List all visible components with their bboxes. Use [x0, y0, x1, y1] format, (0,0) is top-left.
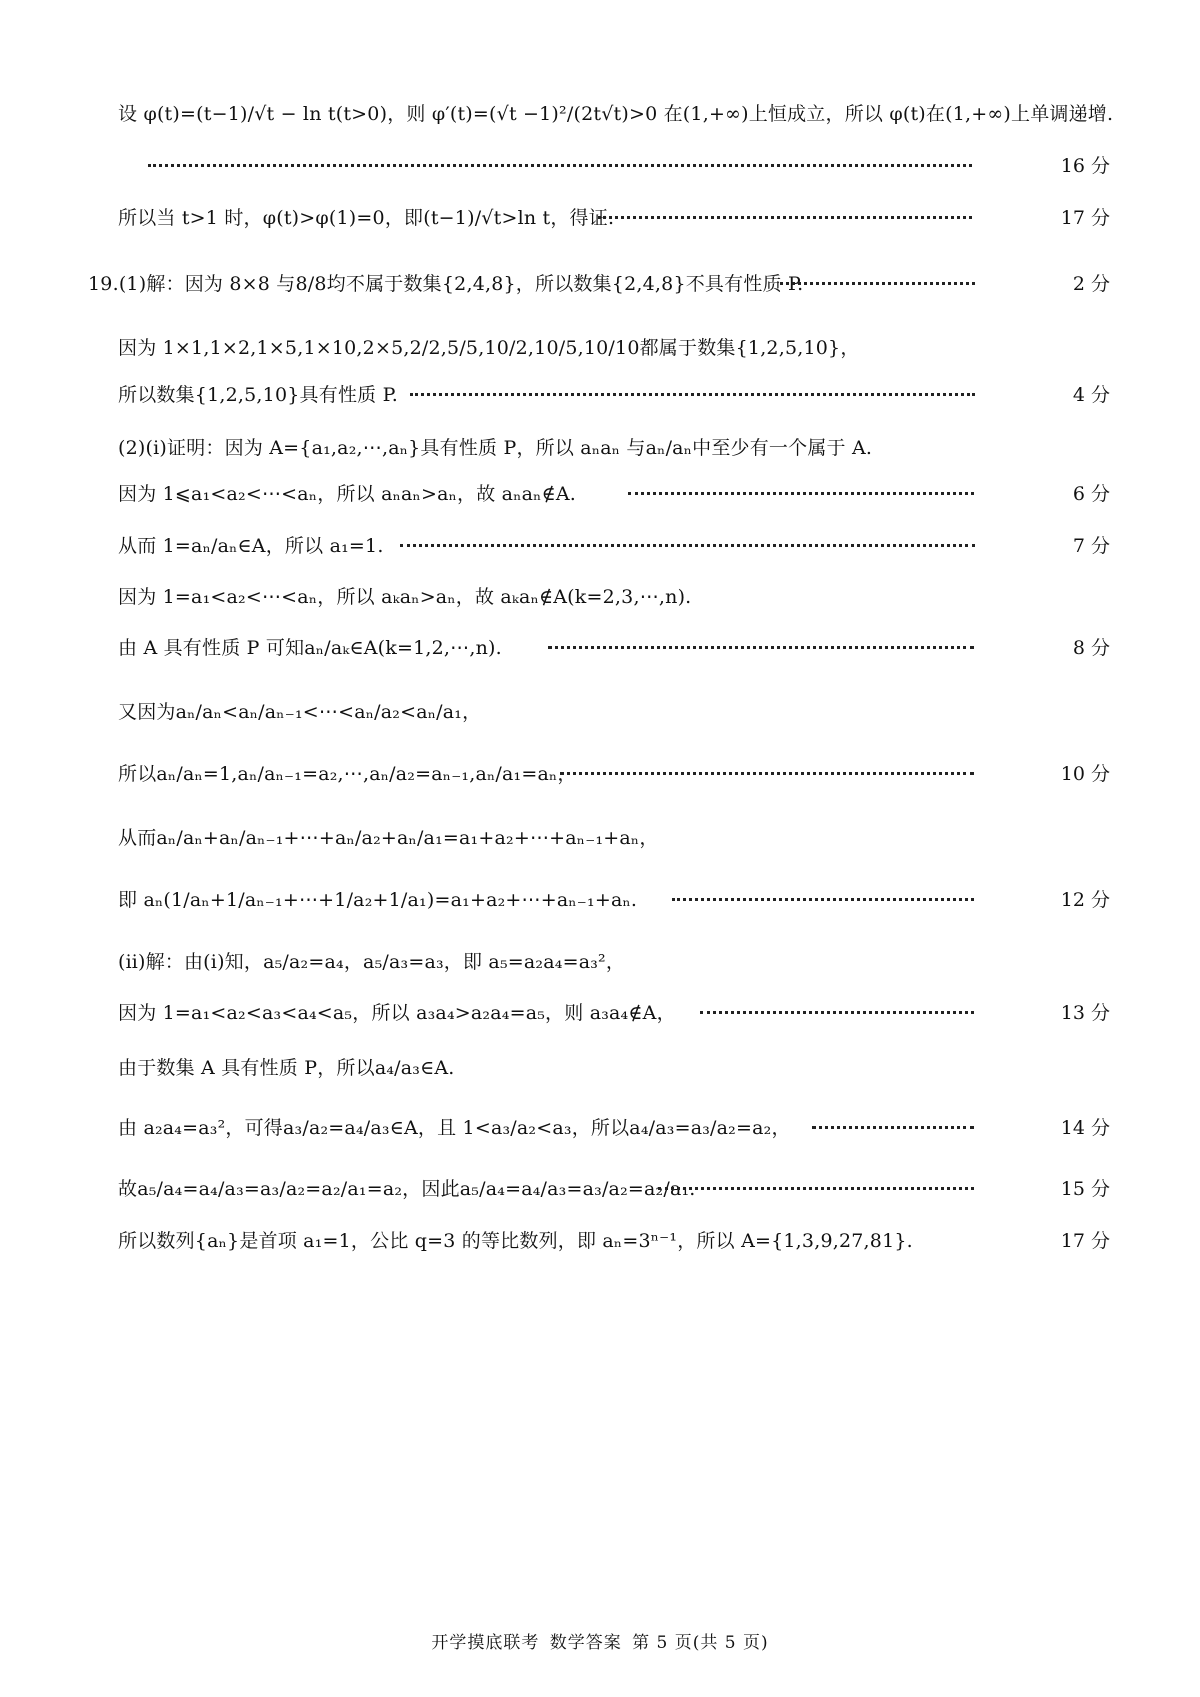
line-text: (2)(ⅰ)证明：因为 A={a₁,a₂,⋯,aₙ}具有性质 P，所以 aₙaₙ 与aₙ/aₙ中至少有一个属于 A. — [118, 436, 873, 459]
line-text: 故a₅/a₄=a₄/a₃=a₃/a₂=a₂/a₁=a₂，因此a₅/a₄=a₄/a₃=a₃/a₂=a₂/a₁. — [118, 1177, 696, 1200]
line-text: 因为 1×1,1×2,1×5,1×10,2×5,2/2,5/5,10/2,10/5,10/10都属于数集{1,2,5,10}， — [118, 336, 860, 359]
score-label: 4 分 — [1072, 383, 1110, 406]
dot-leader — [148, 134, 972, 194]
line-text: 所以数列{aₙ}是首项 a₁=1，公比 q=3 的等比数列，即 aₙ=3ⁿ⁻¹，所以 A={1,3,9,27,81}. — [118, 1229, 913, 1252]
score-label: 15 分 — [1060, 1177, 1110, 1200]
line-text: 即 aₙ(1/aₙ+1/aₙ₋₁+⋯+1/a₂+1/a₁)=a₁+a₂+⋯+aₙ₋₁+aₙ. — [118, 888, 638, 911]
answer-line — [0, 680, 1200, 740]
score-label: 12 分 — [1060, 888, 1110, 911]
line-text: 因为 1⩽a₁<a₂<⋯<aₙ，所以 aₙaₙ>aₙ，故 aₙaₙ∉A. — [118, 482, 577, 505]
answer-line — [0, 616, 1200, 676]
score-label: 2 分 — [1072, 272, 1110, 295]
answer-line — [0, 363, 1200, 423]
score-label: 13 分 — [1060, 1001, 1110, 1024]
answer-line — [0, 134, 1200, 194]
dot-leader — [700, 981, 974, 1041]
line-text: 由 a₂a₄=a₃²，可得a₃/a₂=a₄/a₃∈A，且 1<a₃/a₂<a₃，所以a₄/a₃=a₃/a₂=a₂， — [118, 1116, 791, 1139]
score-label: 8 分 — [1072, 636, 1110, 659]
score-label: 16 分 — [1060, 154, 1110, 177]
line-text: 所以当 t>1 时，φ(t)>φ(1)=0，即(t−1)/√t>ln t，得证. — [118, 206, 615, 229]
line-text: (ⅱ)解：由(ⅰ)知，a₅/a₂=a₄，a₅/a₃=a₃，即 a₅=a₂a₄=a₃²， — [118, 950, 626, 973]
dot-leader — [672, 868, 974, 928]
line-text: 从而aₙ/aₙ+aₙ/aₙ₋₁+⋯+aₙ/a₂+aₙ/a₁=a₁+a₂+⋯+aₙ₋₁+aₙ， — [118, 826, 659, 849]
dot-leader — [628, 462, 974, 522]
score-label: 7 分 — [1072, 534, 1110, 557]
answer-line — [0, 1096, 1200, 1156]
dot-leader — [548, 616, 974, 676]
dot-leader — [812, 1096, 974, 1156]
score-label: 17 分 — [1060, 206, 1110, 229]
line-text: 因为 1=a₁<a₂<⋯<aₙ，所以 aₖaₙ>aₙ，故 aₖaₙ∉A(k=2,3,⋯,n). — [118, 585, 692, 608]
line-text: 又因为aₙ/aₙ<aₙ/aₙ₋₁<⋯<aₙ/a₂<aₙ/a₁， — [118, 700, 482, 723]
line-text: 因为 1=a₁<a₂<a₃<a₄<a₅，所以 a₃a₄>a₂a₄=a₅，则 a₃a₄∉A， — [118, 1001, 676, 1024]
line-text: 由于数集 A 具有性质 P，所以a₄/a₃∈A. — [118, 1056, 455, 1079]
score-label: 10 分 — [1060, 762, 1110, 785]
answer-line — [0, 1157, 1200, 1217]
answer-line — [0, 1036, 1200, 1096]
answer-line — [0, 981, 1200, 1041]
answer-line — [0, 1209, 1200, 1269]
footer-exam: 开学摸底联考 — [431, 1633, 540, 1653]
answer-line — [0, 868, 1200, 928]
answer-line — [0, 742, 1200, 802]
line-text: 所以数集{1,2,5,10}具有性质 P. — [118, 383, 398, 406]
line-text: 设 φ(t)=(t−1)/√t − ln t(t>0)，则 φ′(t)=(√t −1)²/(2t√t)>0 在(1,+∞)上恒成立，所以 φ(t)在(1,+∞)上单调递增. — [118, 102, 1114, 125]
footer-page-number: 第 5 页(共 5 页) — [632, 1633, 769, 1653]
score-label: 17 分 — [1060, 1229, 1110, 1252]
line-text: 从而 1=aₙ/aₙ∈A，所以 a₁=1. — [118, 534, 384, 557]
dot-leader — [658, 1157, 974, 1217]
footer-subject: 数学答案 — [549, 1633, 622, 1653]
dot-leader — [780, 252, 975, 312]
answer-line — [0, 252, 1200, 312]
score-label: 14 分 — [1060, 1116, 1110, 1139]
dot-leader — [410, 363, 975, 423]
line-text: 所以aₙ/aₙ=1,aₙ/aₙ₋₁=a₂,⋯,aₙ/a₂=aₙ₋₁,aₙ/a₁=aₙ， — [118, 762, 577, 785]
page-footer — [0, 1628, 1200, 1653]
answer-line — [0, 82, 1200, 142]
dot-leader — [598, 186, 972, 246]
line-text: 由 A 具有性质 P 可知aₙ/aₖ∈A(k=1,2,⋯,n). — [118, 636, 502, 659]
answer-line — [0, 186, 1200, 246]
line-text: 19.(1)解：因为 8×8 与8/8均不属于数集{2,4,8}，所以数集{2,4,8}不具有性质 P. — [88, 272, 804, 295]
answer-line — [0, 806, 1200, 866]
answer-line — [0, 462, 1200, 522]
dot-leader — [560, 742, 974, 802]
score-label: 6 分 — [1072, 482, 1110, 505]
